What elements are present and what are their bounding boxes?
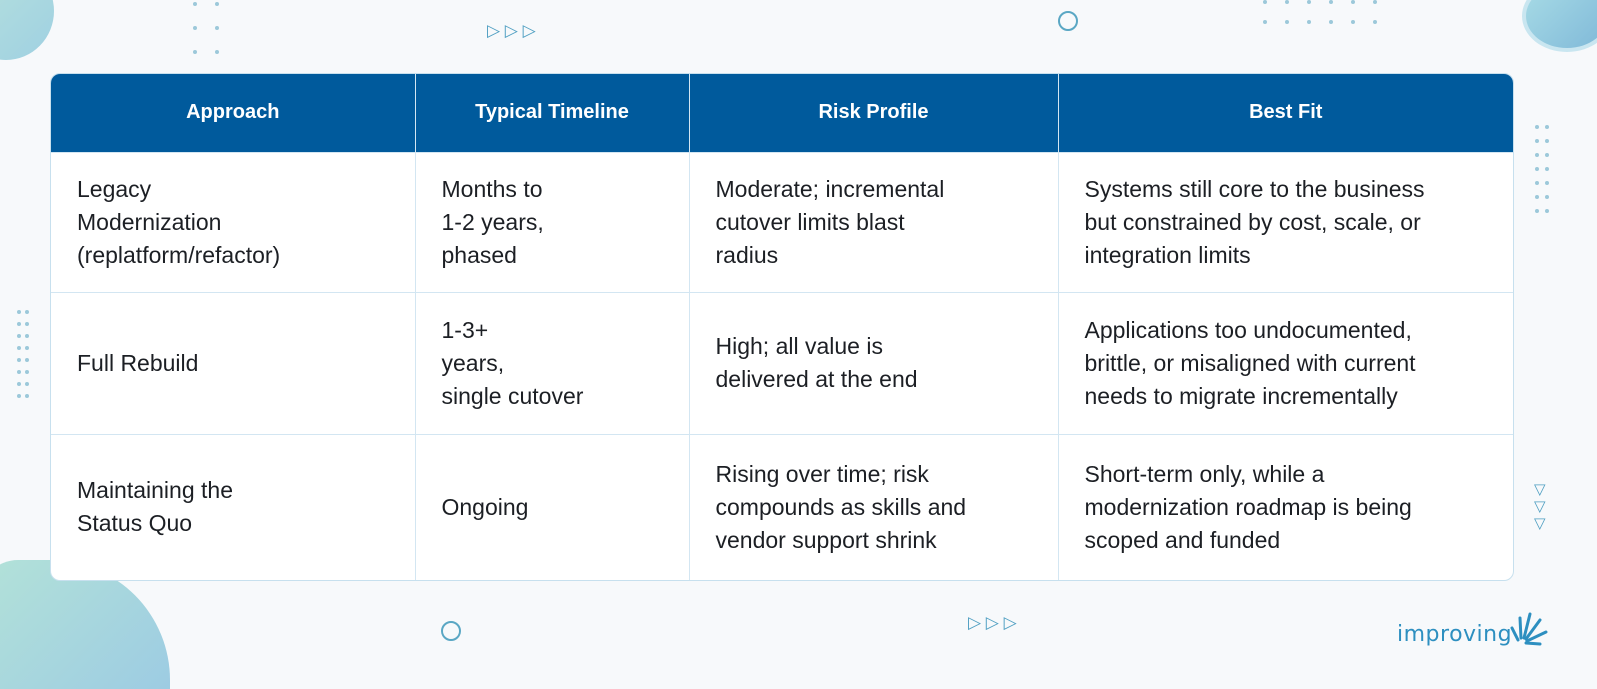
column-header-approach: Approach bbox=[51, 74, 415, 152]
burst-icon bbox=[1508, 610, 1552, 650]
cell-text-line: Ongoing bbox=[441, 493, 529, 520]
cell-risk bbox=[689, 292, 1058, 434]
cell-text-line: brittle, or misaligned with current bbox=[1084, 349, 1416, 376]
cell-best-fit bbox=[1058, 292, 1513, 434]
table-row bbox=[51, 434, 1513, 580]
table-row bbox=[51, 292, 1513, 434]
triangle-play-icon: ▷ ▷ ▷ bbox=[968, 613, 1017, 632]
cell-timeline bbox=[415, 152, 689, 292]
cell-text-line: delivered at the end bbox=[715, 366, 918, 392]
dot-grid-right bbox=[1535, 125, 1549, 213]
cell-text-line: Short-term only, while a bbox=[1084, 460, 1325, 487]
corner-blob-top-right bbox=[1522, 0, 1597, 52]
improving-logo bbox=[1397, 606, 1552, 650]
cell-text-line: Maintaining the bbox=[77, 477, 233, 504]
cell-risk bbox=[689, 152, 1058, 292]
cell-text-line: phased bbox=[441, 241, 517, 268]
cell-timeline bbox=[415, 292, 689, 434]
cell-text-line: years, bbox=[441, 349, 505, 376]
cell-approach bbox=[51, 292, 415, 434]
cell-approach bbox=[51, 152, 415, 292]
cell-text-line: radius bbox=[715, 241, 779, 268]
cell-text-line: needs to migrate incrementally bbox=[1084, 382, 1398, 409]
cell-text-line: Legacy bbox=[77, 175, 152, 202]
table-row bbox=[51, 152, 1513, 292]
cell-text-line: vendor support shrink bbox=[715, 526, 937, 553]
cell-text-line: Systems still core to the business bbox=[1084, 175, 1425, 202]
cell-text-line: Months to bbox=[441, 175, 543, 202]
cell-text-line: integration limits bbox=[1084, 241, 1251, 268]
cell-text-line: compounds as skills and bbox=[715, 493, 967, 520]
cell-text-line: Rising over time; risk bbox=[715, 460, 929, 487]
triangle-play-icon: ▷ ▷ ▷ bbox=[487, 21, 536, 40]
cell-text-line: Full Rebuild bbox=[77, 349, 199, 376]
cell-text-line: Applications too undocumented, bbox=[1084, 316, 1412, 343]
ring-icon bbox=[441, 621, 461, 641]
column-header-risk: Risk Profile bbox=[689, 74, 1058, 152]
cell-risk bbox=[689, 434, 1058, 580]
ring-icon bbox=[1058, 11, 1078, 31]
cell-approach bbox=[51, 434, 415, 580]
triangle-down-icon: ▽ ▽ ▽ bbox=[1534, 481, 1546, 532]
cell-text-line: 1-3+ bbox=[441, 316, 489, 343]
column-header-best-fit: Best Fit bbox=[1058, 74, 1513, 152]
cell-text-line: Status Quo bbox=[77, 510, 193, 537]
cell-text-line: but constrained by cost, scale, or bbox=[1084, 208, 1421, 235]
cell-text-line: Modernization bbox=[77, 208, 222, 235]
cell-text-line: 1-2 years, bbox=[441, 208, 544, 235]
cell-text-line: single cutover bbox=[441, 382, 584, 409]
cell-text-line: High; all value is bbox=[715, 333, 883, 359]
table-header-row bbox=[51, 74, 1513, 152]
dot-grid-left bbox=[17, 310, 29, 398]
dot-grid-top-left bbox=[193, 2, 219, 54]
cell-text-line: (replatform/refactor) bbox=[77, 241, 281, 268]
cell-timeline bbox=[415, 434, 689, 580]
cell-text-line: modernization roadmap is being bbox=[1084, 493, 1412, 520]
cell-text-line: Moderate; incremental bbox=[715, 175, 945, 202]
cell-best-fit bbox=[1058, 434, 1513, 580]
comparison-table bbox=[50, 73, 1514, 581]
cell-best-fit bbox=[1058, 152, 1513, 292]
logo-text: improving bbox=[1397, 622, 1513, 647]
corner-blob-top-left bbox=[0, 0, 54, 60]
column-header-timeline: Typical Timeline bbox=[415, 74, 689, 152]
cell-text-line: cutover limits blast bbox=[715, 208, 905, 235]
cell-text-line: scoped and funded bbox=[1084, 526, 1281, 553]
dot-grid-top-right bbox=[1263, 0, 1377, 24]
